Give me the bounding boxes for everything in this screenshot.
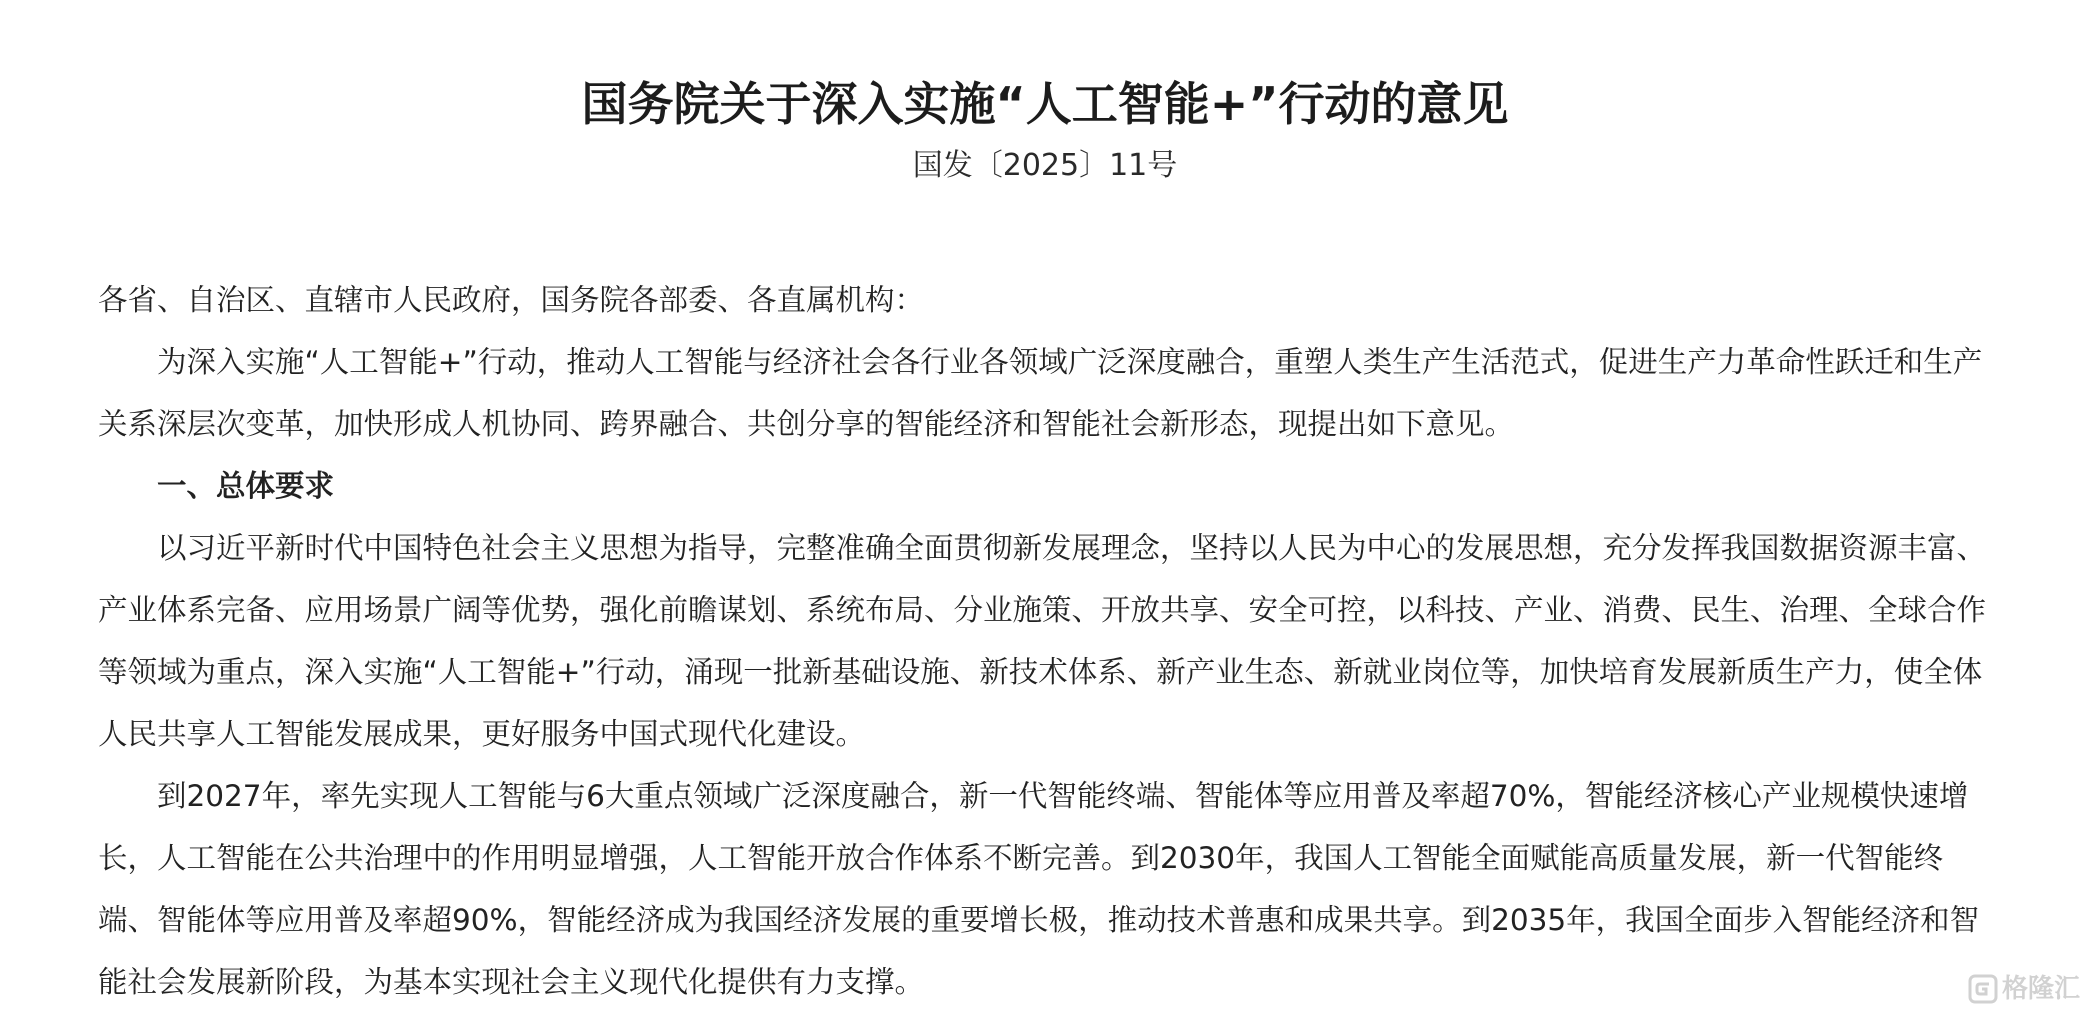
- document-number: 国发〔2025〕11号: [912, 148, 1178, 183]
- paragraph-1: 以习近平新时代中国特色社会主义思想为指导，完整准确全面贯彻新发展理念，坚持以人民为中心的发展思想，充分发挥我国数据资源丰富、产业体系完备、应用场景广阔等优势，强化前瞻谋划、系统布局、分业施策、开放共享、安全可控，以科技、产业、消费、民生、治理、全球合作等领域为重点，深入实施“人工智能+”行动，涌现一批新基础设施、新技术体系、新产业生态、新就业岗位等，加快培育发展新质生产力，使全体人民共享人工智能发展成果，更好服务中国式现代化建设。: [98, 531, 1987, 751]
- document-title: 国务院关于深入实施“人工智能+”行动的意见: [581, 77, 1509, 131]
- gelonghui-logo-icon: [1968, 974, 1998, 1004]
- intro-paragraph: 为深入实施“人工智能+”行动，推动人工智能与经济社会各行业各领域广泛深度融合，重塑人类生产生活范式，促进生产力革命性跃迁和生产关系深层次变革，加快形成人机协同、跨界融合、共创分享的智能经济和智能社会新形态，现提出如下意见。: [98, 345, 1983, 441]
- watermark-text: 格隆汇: [2001, 974, 2080, 1004]
- paragraph-2: 到2027年，率先实现人工智能与6大重点领域广泛深度融合，新一代智能终端、智能体等应用普及率超70%，智能经济核心产业规模快速增长，人工智能在公共治理中的作用明显增强，人工智能开放合作体系不断完善。到2030年，我国人工智能全面赋能高质量发展，新一代智能终端、智能体等应用普及率超90%，智能经济成为我国经济发展的重要增长极，推动技术普惠和成果共享。到2035年，我国全面步入智能经济和智能社会发展新阶段，为基本实现社会主义现代化提供有力支撑。: [98, 779, 1980, 999]
- document-body: [98, 269, 1998, 1013]
- watermark: [1968, 974, 2080, 1004]
- section-heading: 一、总体要求: [157, 469, 335, 503]
- salutation: 各省、自治区、直辖市人民政府，国务院各部委、各直属机构：: [98, 283, 925, 317]
